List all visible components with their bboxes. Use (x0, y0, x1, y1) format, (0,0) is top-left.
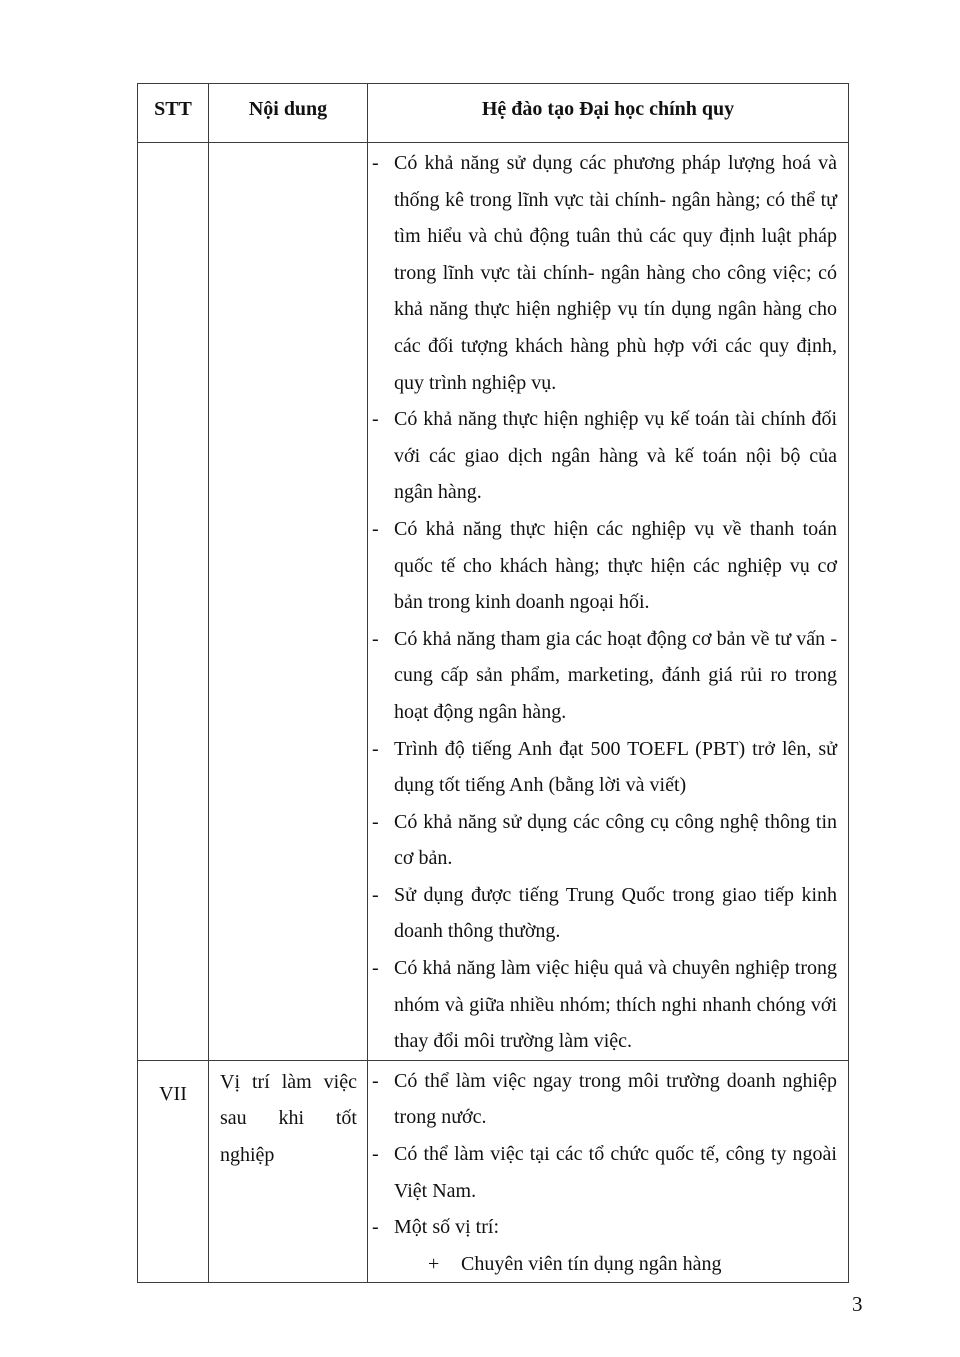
plus-marker: + (428, 1252, 440, 1275)
bullet-item (368, 877, 848, 950)
bullet-item (368, 1209, 848, 1246)
bullet-text: Trình độ tiếng Anh đạt 500 TOEFL (PBT) trở lên, sử dụng tốt tiếng Anh (bằng lời và viết) (394, 737, 837, 797)
bullet-text: Có khả năng thực hiện các nghiệp vụ về thanh toán quốc tế cho khách hàng; thực hiện các nghiệp vụ cơ bản trong kinh doanh ngoại hối. (394, 517, 837, 614)
bullet-text: Một số vị trí: (394, 1216, 500, 1239)
dash-marker: - (372, 810, 379, 833)
dash-marker: - (372, 408, 379, 431)
cell-stt-empty (138, 143, 209, 1061)
bullet-item (368, 731, 848, 804)
bullet-item (368, 621, 848, 731)
page-number: 3 (852, 1292, 863, 1316)
bullet-text: Có khả năng tham gia các hoạt động cơ bản về tư vấn - cung cấp sản phẩm, marketing, đánh giá rủi ro trong hoạt động ngân hàng. (394, 627, 837, 723)
bullet-text: Sử dụng được tiếng Trung Quốc trong giao tiếp kinh doanh thông thường. (394, 883, 837, 943)
sub-bullet-text: Chuyên viên tín dụng ngân hàng (461, 1252, 722, 1275)
bullet-item (368, 804, 848, 877)
curriculum-table (137, 83, 849, 1283)
cell-stt-vii: VII (138, 1060, 209, 1283)
bullet-text: Có khả năng làm việc hiệu quả và chuyên nghiệp trong nhóm và giữa nhiều nhóm; thích nghi nhanh chóng với thay đổi môi trường làm việc. (394, 957, 837, 1053)
table-header-row (138, 84, 849, 143)
cell-noidung-empty (209, 143, 368, 1061)
header-he-dao-tao: Hệ đào tạo Đại học chính quy (368, 84, 849, 143)
bullet-text: Có thể làm việc ngay trong môi trường doanh nghiệp trong nước. (394, 1069, 837, 1129)
dash-marker: - (372, 883, 379, 906)
bullet-text: Có khả năng thực hiện nghiệp vụ kế toán tài chính đối với các giao dịch ngân hàng và kế toán nội bộ của ngân hàng. (394, 408, 837, 504)
cell-content-positions (368, 1060, 849, 1283)
bullet-item (368, 401, 848, 511)
header-stt: STT (138, 84, 209, 143)
sub-bullet-item (428, 1246, 848, 1283)
bullet-item (368, 1136, 848, 1209)
dash-marker: - (372, 1069, 379, 1092)
bullet-item (368, 511, 848, 621)
bullet-text: Có khả năng sử dụng các công cụ công nghệ thông tin cơ bản. (394, 810, 837, 870)
dash-marker: - (372, 1216, 379, 1239)
bullet-text: Có thể làm việc tại các tổ chức quốc tế, công ty ngoài Việt Nam. (394, 1143, 837, 1202)
cell-content-skills (368, 143, 849, 1061)
table-row-vii (138, 1060, 849, 1283)
bullet-item (368, 950, 848, 1060)
dash-marker: - (372, 627, 379, 650)
dash-marker: - (372, 152, 379, 174)
cell-noidung-vii: Vị trí làm việc sau khi tốt nghiệp (209, 1060, 368, 1283)
dash-marker: - (372, 517, 379, 540)
dash-marker: - (372, 1143, 379, 1166)
dash-marker: - (372, 737, 379, 760)
header-noi-dung: Nội dung (209, 84, 368, 143)
dash-marker: - (372, 957, 379, 980)
table-row-continuation (138, 143, 849, 1061)
bullet-text: Có khả năng sử dụng các phương pháp lượng hoá và thống kê trong lĩnh vực tài chính- ngân hàng; có thể tự tìm hiểu và chủ động tuân thủ các quy định luật pháp trong lĩnh vực tài chính- ngân hàng cho công việc; có khả năng thực hiện nghiệp vụ tín dụng ngân hàng cho các đối tượng khách hàng phù hợp với các quy định, quy trình nghiệp vụ. (394, 152, 837, 394)
bullet-item (368, 1063, 848, 1136)
bullet-item (368, 145, 848, 401)
